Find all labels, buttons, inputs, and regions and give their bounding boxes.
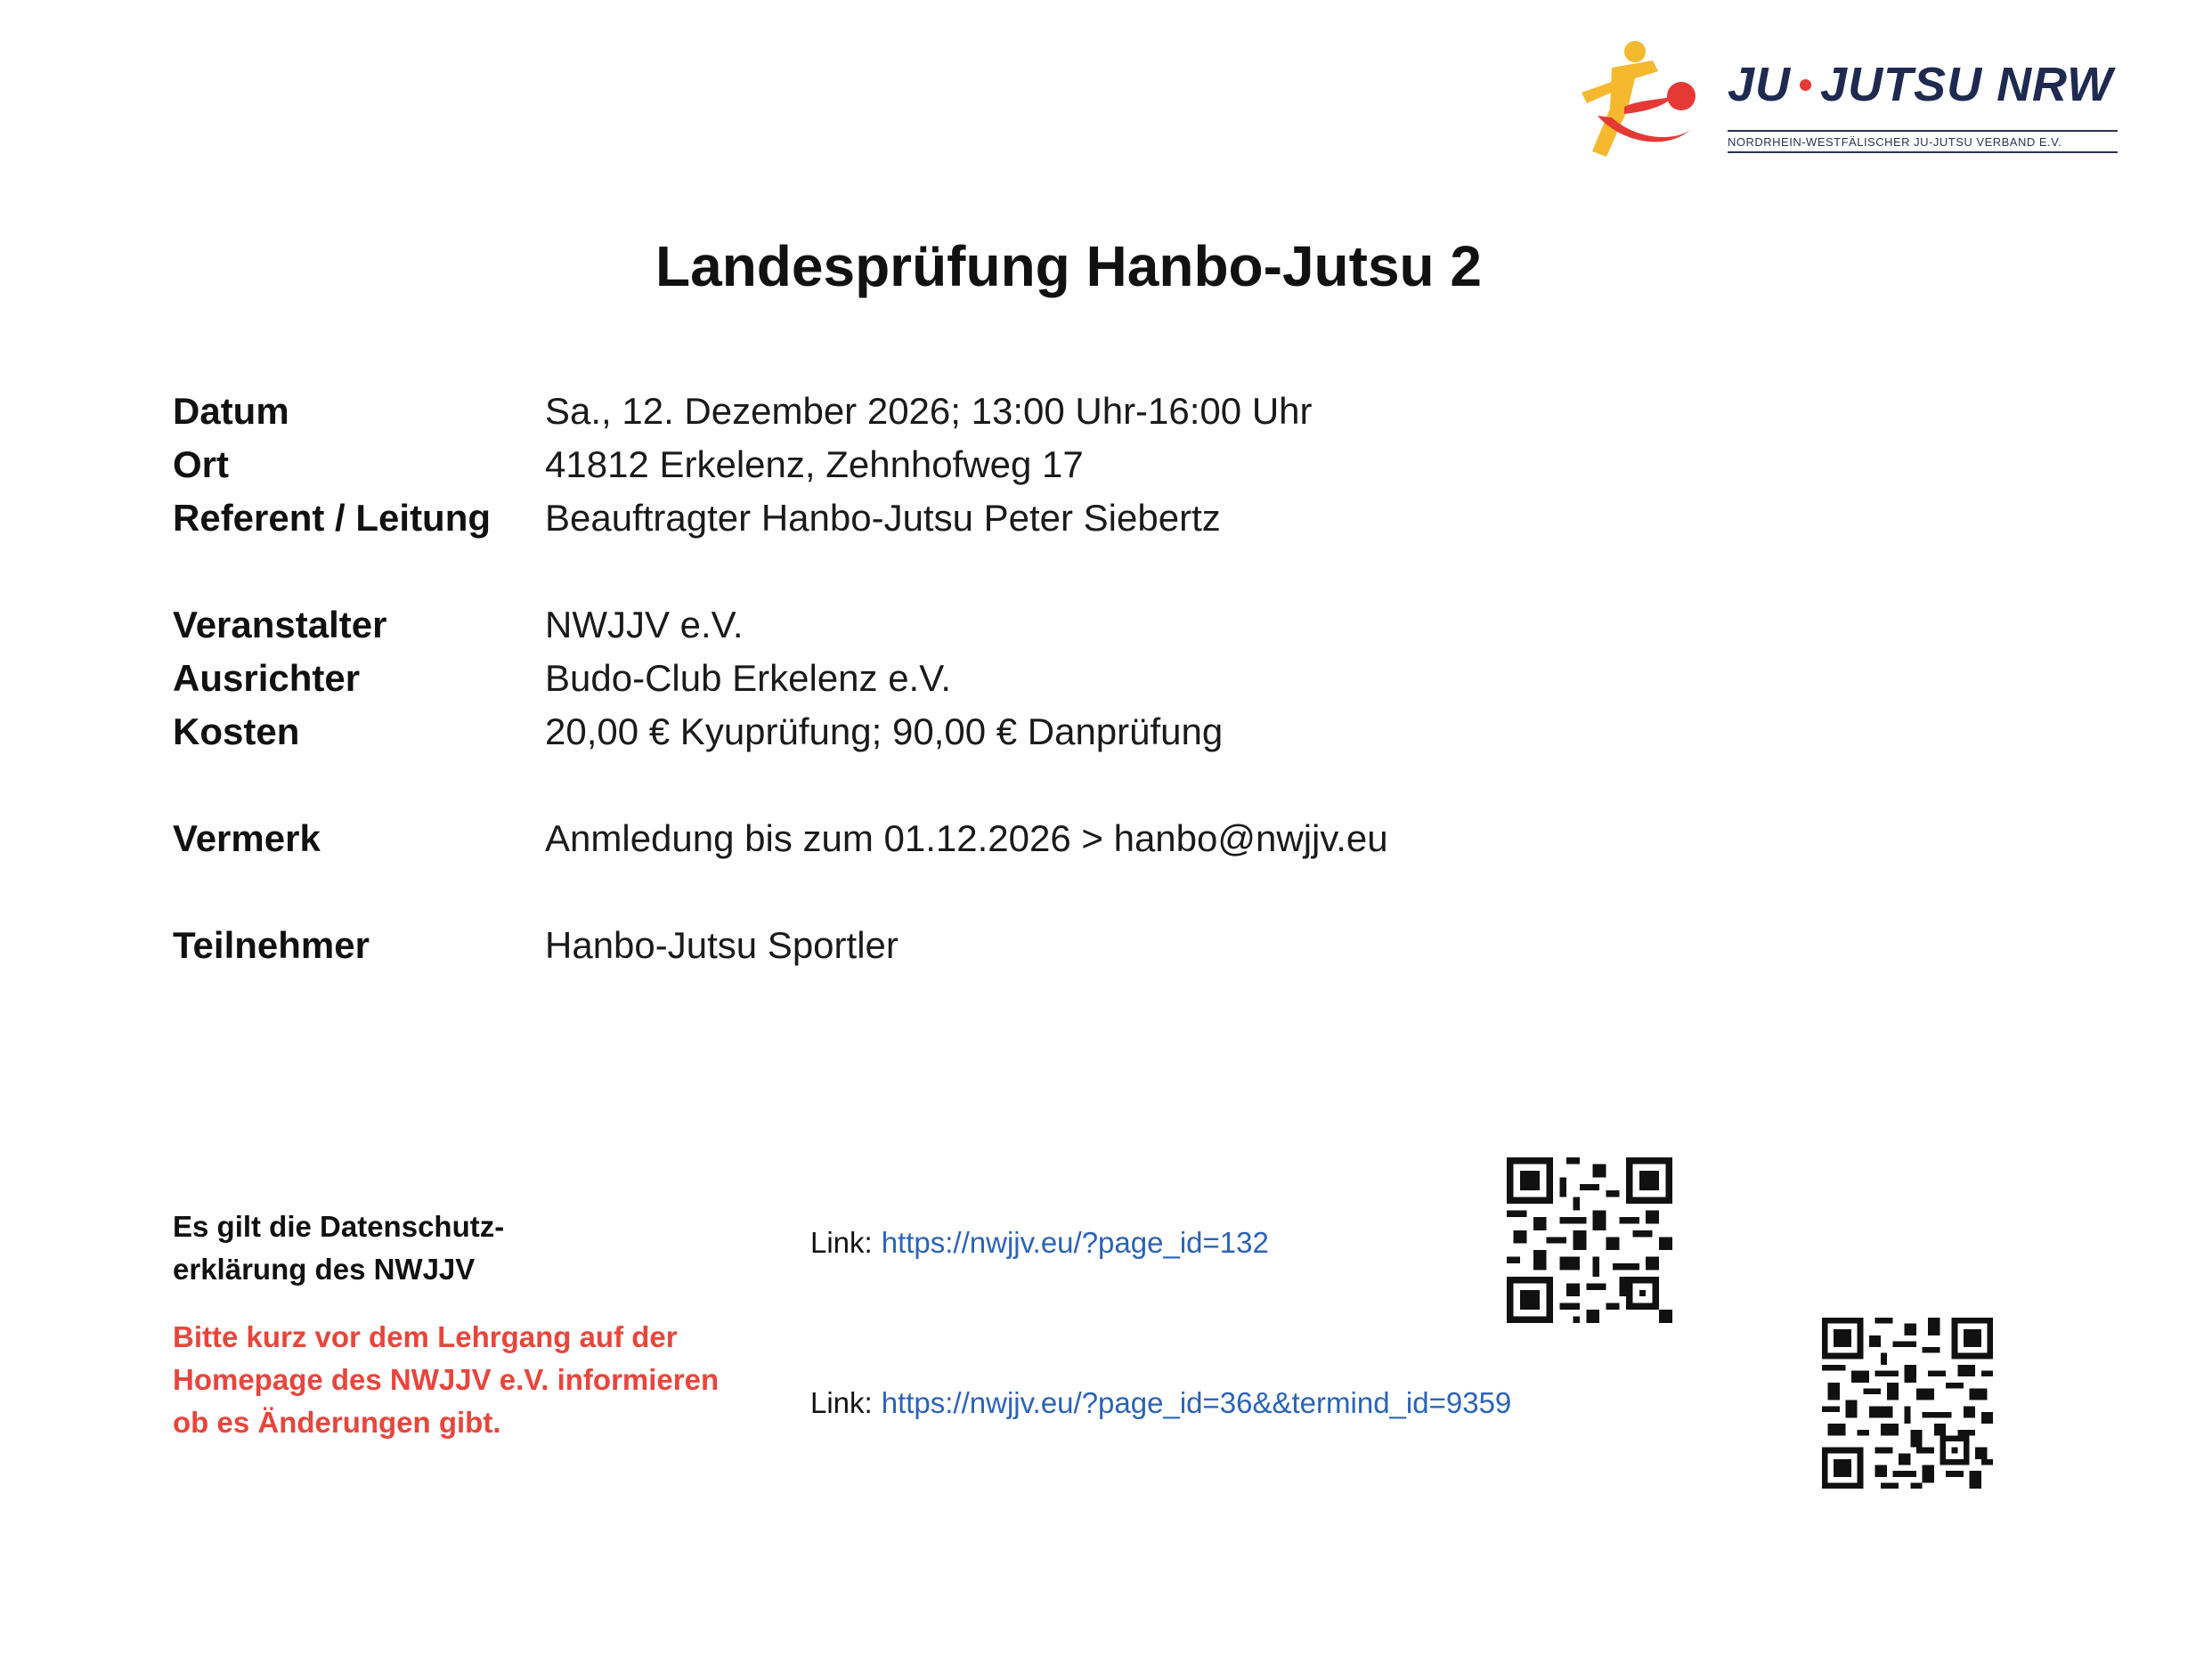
logo-mark-icon [1576, 37, 1701, 171]
detail-label: Referent / Leitung [173, 497, 492, 539]
link-row-privacy [810, 1223, 1269, 1262]
qr-code-icon [1822, 1318, 1993, 1489]
logo-dot [1800, 79, 1811, 91]
detail-row-teilnehmer [173, 921, 1865, 970]
detail-value: 41812 Erkelenz, Zehnhofweg 17 [545, 443, 1084, 485]
detail-label: Datum [173, 390, 289, 432]
detail-row-referent [173, 493, 1865, 543]
detail-row-veranstalter [173, 600, 1865, 650]
detail-label: Veranstalter [173, 604, 387, 645]
detail-row-ausrichter [173, 653, 1865, 703]
detail-value: Hanbo-Jutsu Sportler [545, 924, 899, 966]
change-notice [173, 1316, 778, 1444]
notice-line: Homepage des NWJJV e.V. informieren [173, 1363, 720, 1396]
detail-label: Kosten [173, 710, 300, 752]
privacy-link[interactable]: https://nwjjv.eu/?page_id=132 [881, 1226, 1269, 1259]
detail-row-datum [173, 386, 1865, 436]
detail-row-vermerk [173, 814, 1865, 864]
link-label: Link: [810, 1226, 873, 1259]
detail-value: Beauftragter Hanbo-Jutsu Peter Siebertz [545, 497, 1221, 539]
logo [1576, 37, 2128, 171]
detail-value: Budo-Club Erkelenz e.V. [545, 657, 952, 699]
detail-value: Anmledung bis zum 01.12.2026 > hanbo@nwjjv.eu [545, 817, 1388, 859]
notice-line: ob es Änderungen gibt. [173, 1406, 501, 1439]
detail-label: Ausrichter [173, 657, 361, 699]
notice-line: Bitte kurz vor dem Lehrgang auf der [173, 1320, 678, 1353]
privacy-note [173, 1205, 671, 1291]
event-link[interactable]: https://nwjjv.eu/?page_id=36&&termind_id=9359 [881, 1386, 1512, 1419]
detail-label: Ort [173, 443, 229, 485]
privacy-line: erklärung des NWJJV [173, 1253, 476, 1286]
privacy-line: Es gilt die Datenschutz- [173, 1210, 505, 1243]
qr-code-privacy [1507, 1157, 1672, 1323]
detail-row-ort [173, 440, 1865, 490]
link-label: Link: [810, 1386, 873, 1419]
logo-subtitle: NORDRHEIN-WESTFÄLISCHER JU-JUTSU VERBAND E.V. [1728, 130, 2118, 153]
page-title: Landesprüfung Hanbo-Jutsu 2 [655, 234, 1482, 298]
detail-value: 20,00 € Kyuprüfung; 90,00 € Danprüfung [545, 710, 1224, 752]
detail-value: NWJJV e.V. [545, 604, 744, 645]
logo-title: JU JUTSU NRW [1728, 58, 2114, 111]
detail-label: Teilnehmer [173, 924, 370, 966]
qr-code-icon [1507, 1157, 1672, 1323]
detail-value: Sa., 12. Dezember 2026; 13:00 Uhr-16:00 Uhr [545, 390, 1313, 432]
link-row-event [810, 1384, 1511, 1423]
detail-label: Vermerk [173, 817, 321, 859]
qr-code-event [1822, 1318, 1993, 1489]
detail-row-kosten [173, 707, 1865, 757]
